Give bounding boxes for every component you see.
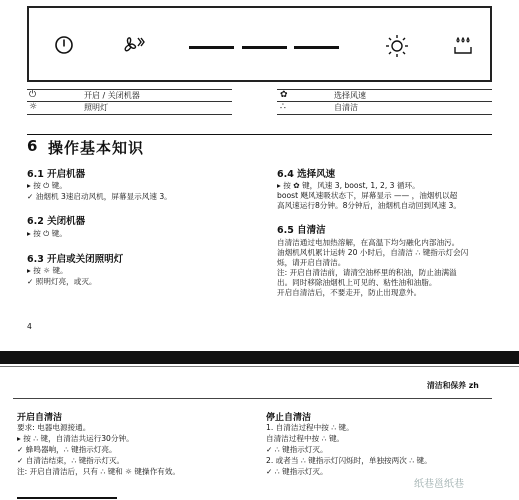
- text-line: 高风速运行8分钟。8分钟后，油烟机自动回到风速 3。: [277, 201, 461, 210]
- text-line: 1. 自清洁过程中按 ∴ 键。: [266, 423, 354, 432]
- speed-display-segment: [294, 46, 339, 49]
- text-line: 油烟机风机累计运转 20 小时后，自清洁 ∴ 键指示灯会闪: [277, 248, 469, 257]
- legend-rule: [27, 114, 232, 115]
- light-icon: ☼: [29, 102, 38, 112]
- heading-6-5: 6.5 自清洁: [277, 225, 326, 236]
- control-panel: [27, 6, 492, 82]
- text-line: boost 飓风速吸状态下，屏幕显示 —— ，油烟机以超: [277, 191, 458, 200]
- text-line: ✓ 油烟机 3速启动风机，屏幕显示风速 3。: [27, 192, 172, 201]
- section-rule: [27, 134, 492, 135]
- self-clean-icon: [452, 34, 474, 58]
- legend-light-label: 照明灯: [84, 103, 108, 112]
- text-line: ▸ 按 ∴ 键，自清洁共运行30分钟。: [17, 434, 134, 443]
- legend-rule: [277, 114, 492, 115]
- legend-fan-label: 选择风速: [334, 91, 366, 100]
- watermark: 纸巷邕纸巷: [414, 479, 464, 490]
- page-number: 4: [27, 322, 32, 331]
- text-line: 自清洁通过电加热溶解，在高温下均匀融化内部油污。: [277, 238, 460, 247]
- legend-power-label: 开启 / 关闭机器: [84, 91, 140, 100]
- text-line: ▸ 按 ⏻ 键。: [27, 229, 67, 238]
- section-title: 操作基本知识: [48, 139, 145, 157]
- speed-display-segment: [242, 46, 287, 49]
- fan-speed-button[interactable]: [120, 32, 148, 58]
- note-line: 注: 开启自清洁后，只有 ∴ 键和 ☼ 键操作有效。: [17, 467, 180, 476]
- cut-off-heading: [17, 490, 127, 500]
- note-line: 出。同时移除油烟机上可见的、粘性油和油脂。: [277, 278, 437, 287]
- text-line: 要求: 电器电源接通。: [17, 423, 91, 432]
- legend-rule: [277, 101, 492, 102]
- legend-rule: [277, 89, 492, 90]
- fan-icon: ✿: [280, 90, 288, 100]
- note-line: 注: 开启自清洁前，请清空油杯里的积油，防止油满溢: [277, 268, 457, 277]
- power-button[interactable]: [53, 34, 75, 56]
- text-line: 自清洁过程中按 ∴ 键。: [266, 434, 345, 443]
- heading-6-3: 6.3 开启或关闭照明灯: [27, 254, 124, 265]
- heading-6-1: 6.1 开启机器: [27, 169, 86, 180]
- text-line: ✓ ∴ 键指示灯灭。: [266, 467, 328, 476]
- text-line: ✓ 自清洁结束，∴ 键指示灯灭。: [17, 456, 125, 465]
- page-header: 清洁和保养 zh: [427, 381, 479, 390]
- heading-stop-self-clean: 停止自清洁: [266, 413, 312, 423]
- heading-6-2: 6.2 关闭机器: [27, 216, 86, 227]
- text-line: 烁，请开启自清洁。: [277, 258, 346, 267]
- page-separator: [0, 351, 519, 364]
- text-line: ✓ 蜂鸣器响，∴ 键指示灯亮。: [17, 445, 117, 454]
- section-number: 6: [27, 137, 39, 155]
- page-separator-line: [0, 366, 519, 367]
- power-icon: ⏻: [29, 90, 37, 100]
- self-clean-icon: ∴: [280, 102, 286, 112]
- heading-start-self-clean: 开启自清洁: [17, 413, 63, 423]
- text-line: ✓ 照明灯亮，或灭。: [27, 277, 97, 286]
- text-line: ▸ 按 ⏻ 键。: [27, 181, 67, 190]
- text-line: ▸ 按 ☼ 键。: [27, 266, 68, 275]
- header-rule: [13, 398, 492, 399]
- power-icon: [53, 34, 75, 56]
- light-icon: [385, 34, 409, 58]
- self-clean-button[interactable]: [452, 34, 474, 58]
- text-line: ✓ ∴ 键指示灯灭。: [266, 445, 328, 454]
- note-line: 开启自清洁后，不要走开，防止出现意外。: [277, 288, 422, 297]
- text-line: 2. 或者当 ∴ 键指示灯闪烁时，单独按两次 ∴ 键。: [266, 456, 432, 465]
- fan-icon: [120, 32, 148, 58]
- heading-6-4: 6.4 选择风速: [277, 169, 336, 180]
- light-button[interactable]: [385, 34, 409, 58]
- legend-rule: [27, 101, 232, 102]
- speed-display-segment: [189, 46, 234, 49]
- text-line: ▸ 按 ✿ 键，风速 3, boost, 1, 2, 3 循环。: [277, 181, 420, 190]
- legend-clean-label: 自清洁: [334, 103, 358, 112]
